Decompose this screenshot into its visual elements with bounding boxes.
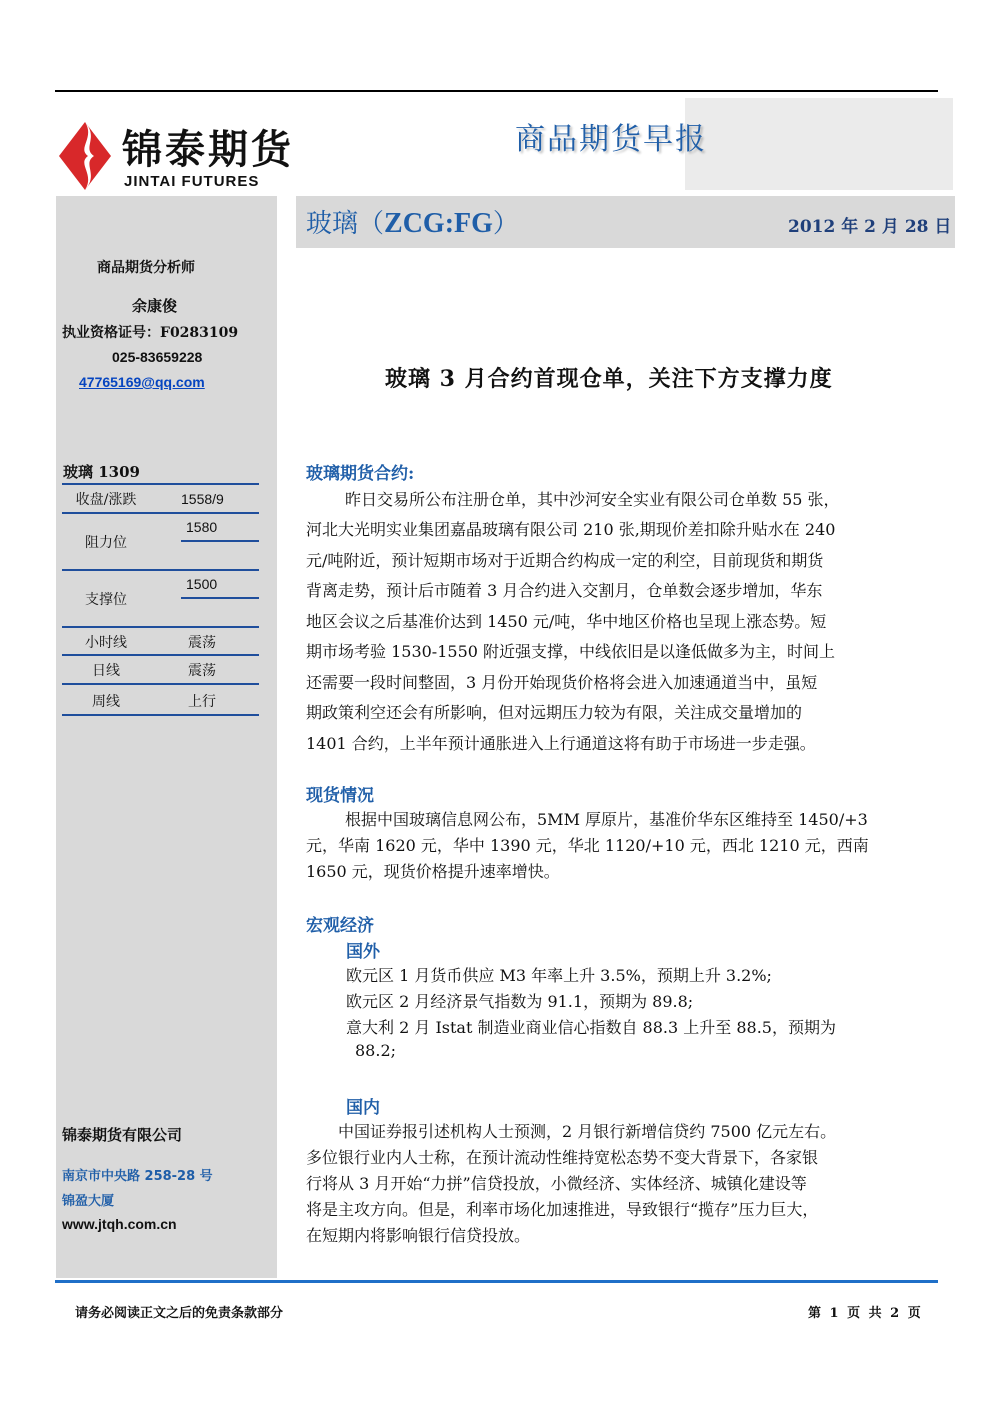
subsection-heading-domestic: 国内 bbox=[346, 1098, 380, 1118]
paragraph-line: 1401 合约，上半年预计通胀进入上行通道这将有助于市场进一步走强。 bbox=[306, 734, 816, 753]
paragraph-line: 还需要一段时间整固，3 月份开始现货价格将会进入加速通道当中，虽短 bbox=[306, 673, 818, 692]
table-rule bbox=[62, 626, 259, 628]
row-value-daily: 震荡 bbox=[188, 663, 216, 679]
table-rule bbox=[62, 569, 259, 571]
paragraph-line: 背离走势，预计后市随着 3 月合约进入交割月，仓单数会逐步增加，华东 bbox=[306, 581, 823, 600]
footer-disclaimer: 请务必阅读正文之后的免责条款部分 bbox=[75, 1306, 284, 1321]
report-title-box bbox=[685, 98, 953, 190]
paragraph-line: 在短期内将影响银行信贷投放。 bbox=[306, 1226, 531, 1245]
table-rule bbox=[62, 714, 259, 716]
paragraph-line: 期政策利空还会有所影响，但对远期压力较为有限，关注成交量增加的 bbox=[306, 703, 803, 722]
paragraph-line: 1650 元，现货价格提升速率增快。 bbox=[306, 862, 560, 881]
paragraph-line: 根据中国玻璃信息网公布，5MM 厚原片，基准价华东区维持至 1450/+3 bbox=[345, 810, 868, 829]
table-rule bbox=[62, 683, 259, 685]
quote-table-title: 玻璃 1309 bbox=[63, 463, 140, 481]
row-label-support: 支撑位 bbox=[85, 592, 127, 608]
footer-page-number: 第 1 页 共 2 页 bbox=[808, 1306, 921, 1321]
paragraph-line: 期市场考验 1530-1550 附近强支撑，中线依旧是以逢低做多为主，时间上 bbox=[306, 642, 836, 661]
section-heading-spot: 现货情况 bbox=[306, 786, 374, 806]
section-heading-macro: 宏观经济 bbox=[306, 916, 374, 936]
paragraph-line: 昨日交易所公布注册仓单，其中沙河安全实业有限公司仓单数 55 张， bbox=[345, 490, 840, 509]
product-name bbox=[306, 203, 519, 240]
row-label-weekly: 周线 bbox=[92, 694, 120, 710]
company-website-link[interactable]: www.jtqh.com.cn bbox=[62, 1216, 177, 1232]
paragraph-line: 多位银行业内人士称，在预计流动性维持宽松态势不变大背景下，各家银 bbox=[306, 1148, 819, 1167]
paragraph-line: 河北大光明实业集团嘉晶玻璃有限公司 210 张,期现价差扣除升贴水在 240 bbox=[306, 520, 836, 539]
product-prefix: 玻璃（ bbox=[306, 209, 385, 239]
paragraph-line: 意大利 2 月 Istat 制造业商业信心指数自 88.3 上升至 88.5，预期为 bbox=[346, 1018, 836, 1037]
report-date: 2012 年 2 月 28 日 bbox=[788, 217, 952, 237]
logo-chinese-name: 锦泰期货 bbox=[122, 127, 294, 173]
paragraph-line: 地区会议之后基准价达到 1450 元/吨，华中地区价格也呈现上涨态势。短 bbox=[306, 612, 827, 631]
row-value-close: 1558/9 bbox=[181, 491, 224, 507]
table-rule bbox=[62, 483, 259, 485]
footer-rule bbox=[55, 1280, 938, 1283]
paragraph-line: 元/吨附近，预计短期市场对于近期合约构成一定的利空，目前现货和期货 bbox=[306, 551, 824, 570]
row-label-daily: 日线 bbox=[92, 663, 120, 679]
company-name: 锦泰期货有限公司 bbox=[62, 1126, 183, 1144]
paragraph-line: 欧元区 2 月经济景气指数为 91.1，预期为 89.8; bbox=[346, 992, 694, 1011]
analyst-license: 执业资格证号：F0283109 bbox=[62, 325, 239, 341]
analyst-email-link[interactable]: 47765169@qq.com bbox=[79, 374, 205, 390]
table-rule bbox=[181, 540, 259, 542]
product-suffix: ） bbox=[492, 209, 519, 239]
row-label-hourly: 小时线 bbox=[85, 635, 127, 651]
row-value-weekly: 上行 bbox=[188, 694, 216, 710]
top-rule bbox=[55, 90, 938, 92]
table-rule bbox=[181, 597, 259, 599]
section-heading-futures: 玻璃期货合约: bbox=[306, 464, 415, 484]
row-label-close: 收盘/涨跌 bbox=[75, 492, 137, 508]
paragraph-line: 中国证券报引述机构人士预测，2 月银行新增信贷约 7500 亿元左右。 bbox=[338, 1122, 837, 1141]
paragraph-line: 行将从 3 月开始“力拼”信贷投放，小微经济、实体经济、城镇化建设等 bbox=[306, 1174, 807, 1193]
paragraph-line: 元，华南 1620 元，华中 1390 元，华北 1120/+10 元，西北 1210 元，西南 bbox=[306, 836, 869, 855]
row-label-resistance: 阻力位 bbox=[85, 535, 127, 551]
product-code: ZCG:FG bbox=[384, 208, 493, 239]
row-value-hourly: 震荡 bbox=[188, 635, 216, 651]
paragraph-line: 欧元区 1 月货币供应 M3 年率上升 3.5%，预期上升 3.2%; bbox=[346, 966, 772, 985]
company-address-line2: 锦盈大厦 bbox=[62, 1194, 115, 1209]
row-value-support: 1500 bbox=[186, 576, 218, 592]
subsection-heading-foreign: 国外 bbox=[346, 942, 380, 962]
analyst-role: 商品期货分析师 bbox=[97, 260, 195, 276]
row-value-resistance: 1580 bbox=[186, 519, 218, 535]
table-rule bbox=[62, 512, 259, 514]
table-rule bbox=[62, 654, 259, 656]
paragraph-line: 将是主攻方向。但是，利率市场化加速推进，导致银行“揽存”压力巨大， bbox=[306, 1200, 819, 1219]
paragraph-line: 88.2; bbox=[355, 1041, 397, 1060]
logo-english-name: JINTAI FUTURES bbox=[124, 173, 260, 190]
report-title: 商品期货早报 bbox=[515, 122, 707, 157]
article-headline: 玻璃 3 月合约首现仓单，关注下方支撑力度 bbox=[385, 366, 833, 392]
analyst-name: 余康俊 bbox=[132, 297, 178, 315]
analyst-phone: 025-83659228 bbox=[112, 349, 203, 365]
company-address-line1: 南京市中央路 258-28 号 bbox=[62, 1169, 213, 1184]
